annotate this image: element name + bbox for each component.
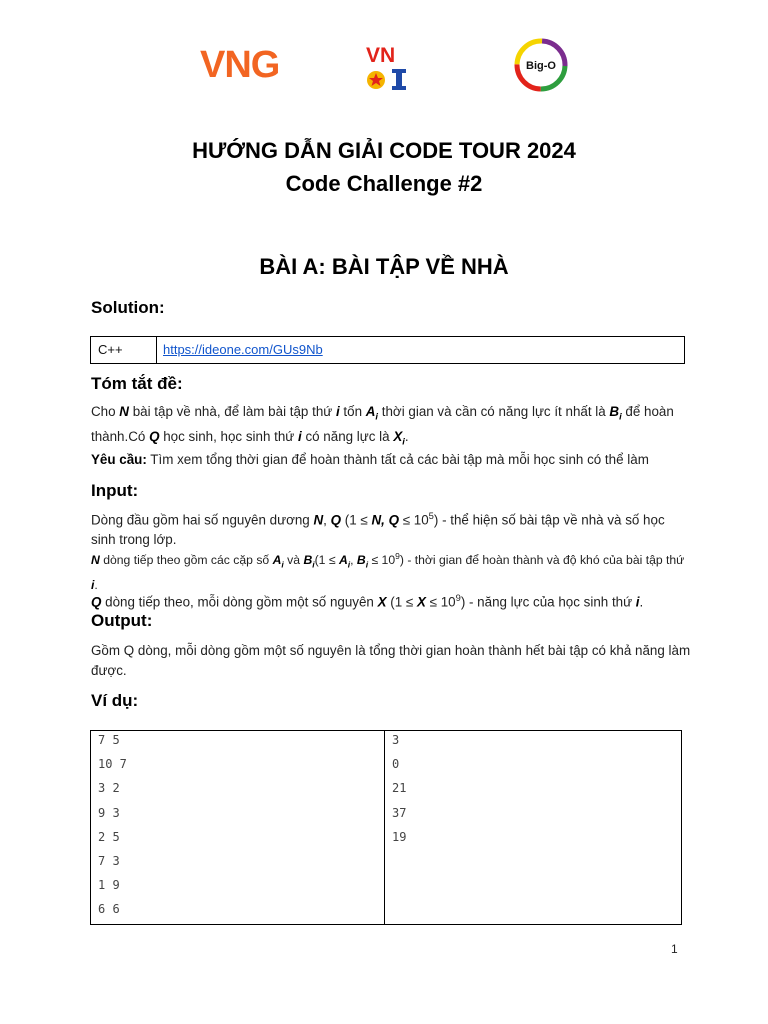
- example-output-line: 37: [392, 805, 407, 820]
- vng-logo: [200, 46, 282, 82]
- example-output-line: 21: [392, 781, 407, 796]
- logo-bar: [0, 38, 768, 94]
- example-input-line: 2 5: [98, 829, 120, 844]
- example-input-line: 1 9: [98, 878, 120, 893]
- solution-link[interactable]: https://ideone.com/GUs9Nb: [163, 342, 323, 357]
- page-number: 1: [671, 942, 678, 956]
- example-table: [90, 730, 682, 925]
- example-input-line: 6 6: [98, 902, 120, 917]
- example-output-column: [385, 731, 681, 924]
- example-input-line: 10 7: [98, 757, 127, 772]
- example-heading: Ví dụ:: [91, 691, 139, 710]
- bigo-logo: [514, 38, 568, 92]
- input-line-3: Q dòng tiếp theo, mỗi dòng gồm một số nguyên X $(1 \le X \le 10^9)$ - năng lực của học sinh thứ i.: [91, 593, 644, 610]
- input-line-1: Dòng đầu gồm hai số nguyên dương N, Q (1 ≤ N, $Q \le 10^5$) - thể hiện số bài tập về nhà và số học sinh trong lớp.: [91, 511, 665, 548]
- requirement-label: Yêu cầu:: [91, 452, 147, 467]
- solution-heading: Solution:: [91, 298, 165, 317]
- example-input-line: 7 5: [98, 733, 120, 747]
- solution-table: [90, 336, 685, 364]
- summary-heading: Tóm tắt đề:: [91, 374, 183, 393]
- input-line-2: N dòng tiếp theo gồm các cặp số $A_i$ và $B_i(1 \le A_i$, $B_i \le 10^9$) - thời gian để hoàn thành và độ khó của bài tập thứ i.: [91, 551, 685, 592]
- input-heading: Input:: [91, 481, 139, 500]
- example-input-line: 3 2: [98, 781, 120, 796]
- vni-logo: [364, 42, 412, 92]
- output-paragraph: Gồm Q dòng, mỗi dòng gồm một số nguyên là tổng thời gian hoàn thành hết bài tập có khả năng làm được.: [91, 643, 691, 678]
- summary-paragraph: Cho N bài tập về nhà, để làm bài tập thứ i tốn $A_i$ thời gian và cần có năng lực ít nhất là $B_i$ để hoàn thành.Có Q học sinh, học sinh thứ i có năng lực là $X_i$.: [91, 404, 674, 447]
- requirement-paragraph: [91, 450, 691, 470]
- document-subtitle: Code Challenge #2: [285, 171, 483, 196]
- bigo-logo-text: Big-O: [526, 60, 556, 72]
- example-input-line: 7 3: [98, 853, 120, 868]
- solution-language: C++: [91, 337, 157, 363]
- example-output-line: 19: [392, 829, 407, 844]
- example-input-column: [91, 731, 385, 924]
- example-input-line: 9 3: [98, 805, 120, 820]
- example-output-line: 3: [392, 733, 400, 747]
- output-heading: Output:: [91, 611, 153, 630]
- svg-text:VN: VN: [366, 44, 396, 67]
- problem-title: BÀI A: BÀI TẬP VỀ NHÀ: [259, 254, 509, 279]
- example-output-line: 0: [392, 757, 400, 772]
- vng-logo-text: VNG: [200, 46, 280, 82]
- requirement-text: Tìm xem tổng thời gian để hoàn thành tất cả các bài tập mà mỗi học sinh có thể làm: [146, 452, 649, 467]
- document-title: HƯỚNG DẪN GIẢI CODE TOUR 2024: [192, 138, 576, 163]
